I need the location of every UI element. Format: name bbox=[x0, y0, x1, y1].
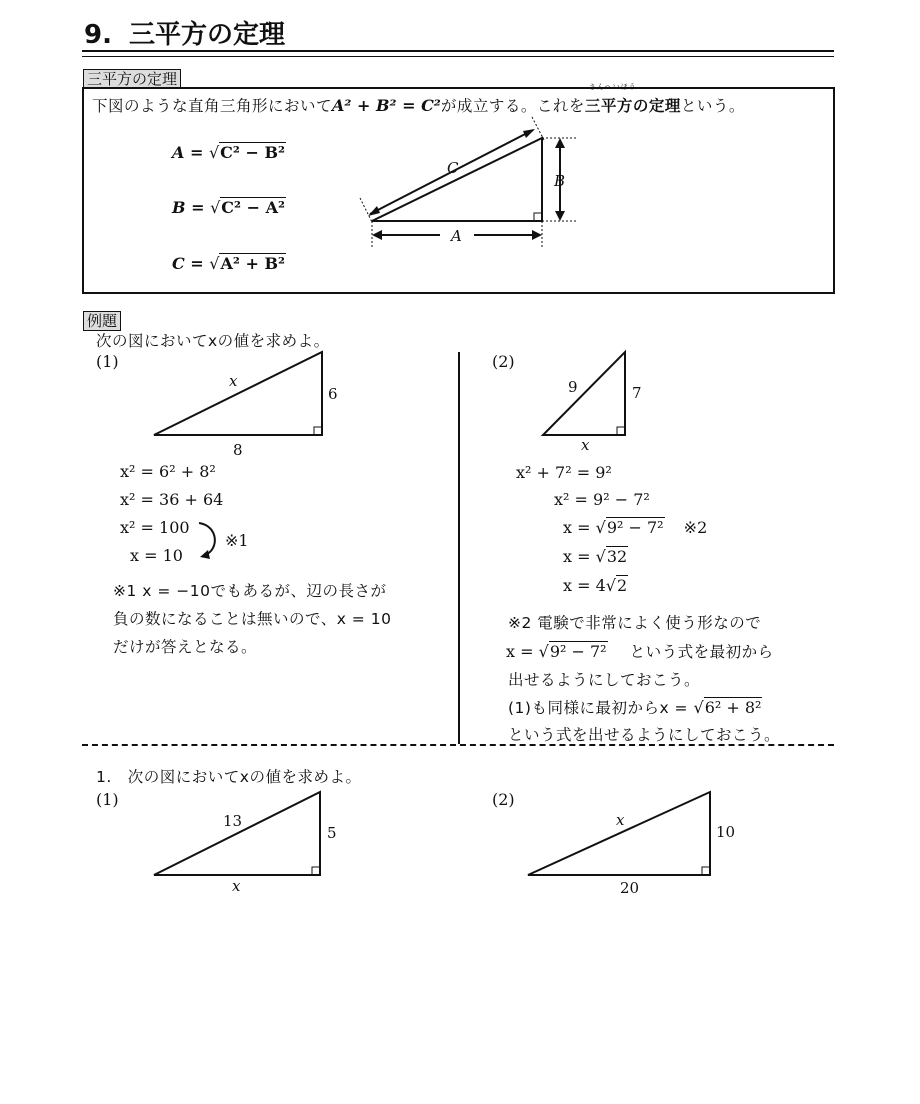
ex2-note-line3: 出せるようにしておこう。 bbox=[508, 671, 701, 689]
ex1-step2: x² = 36 + 64 bbox=[120, 490, 224, 509]
ex1-hyp: x bbox=[229, 372, 238, 390]
sqrt-sign: √ bbox=[538, 642, 549, 661]
exercise1-label: (1) bbox=[96, 790, 119, 809]
sqrt-sign: √ bbox=[605, 576, 616, 595]
exercise1-triangle bbox=[154, 792, 320, 875]
ex2-step4-rad: 32 bbox=[606, 547, 628, 566]
exercise1-hyp: 13 bbox=[223, 812, 243, 830]
ex2-step4-lhs: x = bbox=[563, 547, 596, 566]
ex2-note-line1: ※2 電験で非常によく使う形なので bbox=[508, 614, 762, 632]
title-number: 9. bbox=[84, 20, 112, 50]
formula-a-lhs: A = bbox=[172, 143, 209, 162]
statement-pre: 下図のような直角三角形において bbox=[92, 97, 333, 115]
ex1-label: (1) bbox=[96, 352, 119, 371]
ex1-base: 8 bbox=[233, 441, 243, 459]
note2-rad: 9² − 7² bbox=[549, 642, 607, 661]
exercise2-base: 20 bbox=[620, 879, 640, 897]
example-prompt: 次の図においてxの値を求めよ。 bbox=[96, 332, 330, 350]
formula-b-lhs: B = bbox=[172, 198, 211, 217]
theorem-tag: 三平方の定理 bbox=[83, 69, 181, 89]
label-b: B bbox=[554, 172, 566, 190]
exercise-prompt: 1. 次の図においてxの値を求めよ。 bbox=[96, 768, 362, 786]
formula-c-lhs: C = bbox=[172, 254, 210, 273]
title-text: 三平方の定理 bbox=[129, 20, 286, 50]
ex2-step3-lhs: x = bbox=[563, 518, 596, 537]
ex1-step3: x² = 100 bbox=[120, 518, 190, 537]
sqrt-sign: √ bbox=[595, 518, 606, 537]
label-c: C bbox=[447, 159, 459, 177]
exercise2-side: 10 bbox=[716, 823, 736, 841]
note4-pre: (1)も同様に最初からx = bbox=[508, 699, 694, 717]
formula-c-radicand: A² + B² bbox=[220, 254, 285, 273]
ex2-step2: x² = 9² − 7² bbox=[554, 490, 650, 509]
furigana: さんへいほう bbox=[588, 83, 637, 91]
ex2-step5-rad: 2 bbox=[616, 576, 628, 595]
ex1-side: 6 bbox=[328, 385, 338, 403]
ex2-step1: x² + 7² = 9² bbox=[516, 463, 612, 482]
sqrt-sign: √ bbox=[208, 143, 220, 162]
ex2-side: 7 bbox=[632, 384, 642, 402]
statement-post: という。 bbox=[680, 97, 745, 115]
ex1-note-line2: 負の数になることは無いので、x = 10 bbox=[113, 610, 392, 628]
note2-post: という式を最初から bbox=[629, 643, 774, 661]
ex2-hyp: 9 bbox=[568, 378, 578, 396]
exercise2-triangle bbox=[528, 792, 710, 875]
label-a: A bbox=[451, 227, 462, 245]
ex2-note-line5: という式を出せるようにしておこう。 bbox=[508, 726, 781, 744]
right-angle-mark bbox=[702, 867, 710, 875]
exercise1-side: 5 bbox=[327, 824, 337, 842]
ex2-step3-mark: ※2 bbox=[683, 518, 708, 537]
term-text: 三平方の定理 bbox=[584, 97, 681, 115]
right-angle-mark bbox=[312, 867, 320, 875]
ex2-step5-lhs: x = 4 bbox=[563, 576, 606, 595]
note2-lhs: x = bbox=[506, 642, 539, 661]
ex1-step1: x² = 6² + 8² bbox=[120, 462, 216, 481]
formula-a-radicand: C² − B² bbox=[220, 143, 285, 162]
ex1-mark: ※1 bbox=[225, 531, 249, 550]
ex1-note-line3: だけが答えとなる。 bbox=[113, 638, 258, 656]
sqrt-sign: √ bbox=[209, 254, 220, 273]
ex1-step4: x = 10 bbox=[130, 546, 183, 565]
ex1-note-line1: ※1 x = −10でもあるが、辺の長さが bbox=[113, 582, 387, 600]
exercise2-label: (2) bbox=[492, 790, 515, 809]
exercise1-base: x bbox=[232, 877, 241, 895]
note4-rad: 6² + 8² bbox=[704, 698, 762, 717]
example-tag: 例題 bbox=[83, 311, 121, 331]
sqrt-sign: √ bbox=[693, 698, 704, 717]
sqrt-sign: √ bbox=[595, 547, 606, 566]
ex2-base: x bbox=[581, 436, 590, 454]
ex2-label: (2) bbox=[492, 352, 515, 371]
sqrt-sign: √ bbox=[210, 198, 221, 217]
ex2-step3-rad: 9² − 7² bbox=[606, 518, 664, 537]
exercise2-hyp: x bbox=[616, 811, 625, 829]
formula-b-radicand: C² − A² bbox=[221, 198, 285, 217]
statement-formula: A² + B² = C² bbox=[332, 96, 441, 115]
statement-mid: が成立する。これを bbox=[440, 97, 585, 115]
